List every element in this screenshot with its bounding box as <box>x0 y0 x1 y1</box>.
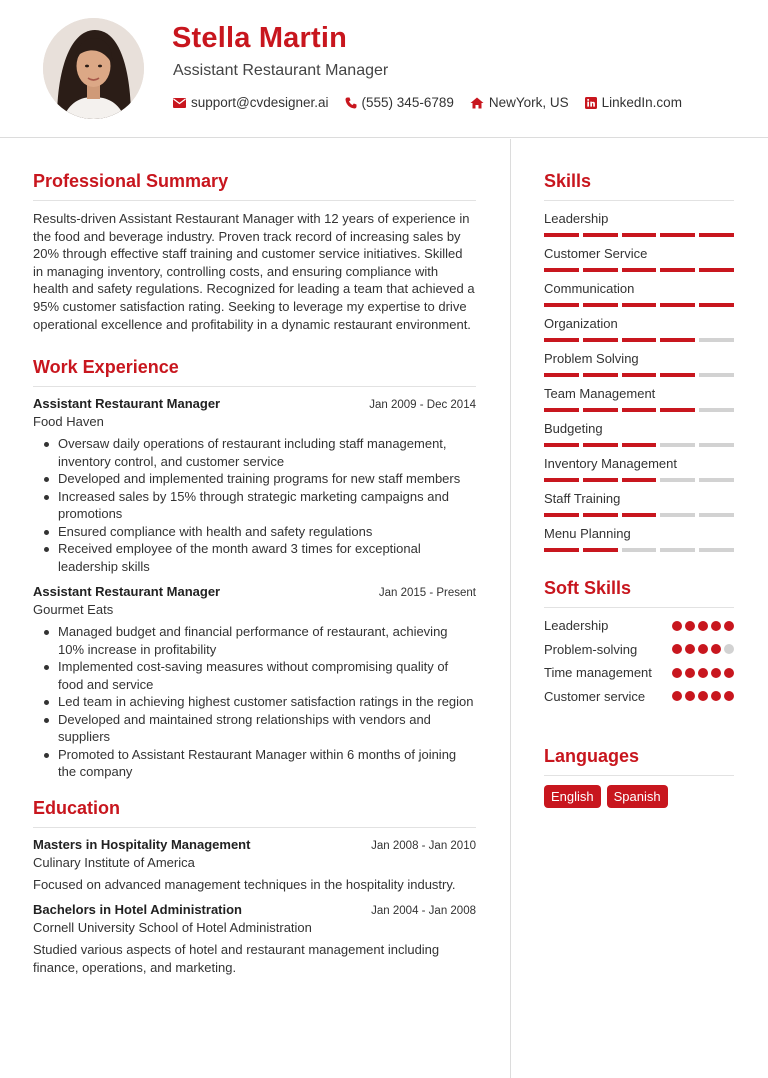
candidate-name: Stella Martin <box>172 22 348 54</box>
job-title: Assistant Restaurant Manager <box>173 62 389 79</box>
skill-level-segment <box>544 338 579 342</box>
skill-level-segment <box>583 478 618 482</box>
skill-level-segment <box>622 443 657 447</box>
rating-dot <box>711 668 721 678</box>
skill-level-segment <box>660 303 695 307</box>
rating-dot <box>711 644 721 654</box>
education-header <box>33 837 476 852</box>
skill-item <box>544 490 734 517</box>
school-name: Culinary Institute of America <box>33 854 195 870</box>
list-item: Oversaw daily operations of restaurant including staff management, inventory control, and customer service <box>42 435 476 470</box>
language-badge: English <box>544 785 601 808</box>
soft-skill-rating <box>672 644 734 654</box>
skill-item <box>544 420 734 447</box>
skill-level-segment <box>583 443 618 447</box>
profile-photo <box>43 18 144 119</box>
skill-name: Budgeting <box>544 421 603 436</box>
skill-level-segment <box>583 548 618 552</box>
skill-level-segment <box>622 303 657 307</box>
skill-level-segment <box>622 338 657 342</box>
rating-dot <box>724 668 734 678</box>
skill-level-segment <box>660 373 695 377</box>
phone-icon <box>345 97 357 109</box>
rating-dot <box>672 621 682 631</box>
soft-skill-name: Leadership <box>544 618 609 633</box>
contact-linkedin[interactable] <box>585 95 682 110</box>
summary-heading: Professional Summary <box>33 171 476 201</box>
email-text: support@cvdesigner.ai <box>191 95 329 110</box>
skill-level-segment <box>583 268 618 272</box>
skill-level-segment <box>622 373 657 377</box>
education-heading: Education <box>33 798 476 828</box>
job-bullets <box>33 623 476 781</box>
summary-section <box>33 171 476 333</box>
skill-level-segment <box>660 233 695 237</box>
experience-section <box>33 357 476 781</box>
skill-level-segment <box>660 478 695 482</box>
list-item: Received employee of the month award 3 times for exceptional leadership skills <box>42 540 476 575</box>
skill-level-bar <box>544 478 734 482</box>
skill-level-segment <box>544 303 579 307</box>
skill-level-segment <box>583 303 618 307</box>
skill-level-bar <box>544 443 734 447</box>
summary-text: Results-driven Assistant Restaurant Manager with 12 years of experience in the food and beverage industry. Proven track record of increasing sales by 20% through effective staff training and customer service initiatives. Skilled in managing inventory, controlling costs, and ensuring compliance with health and safety regulations. Recognized for leading a team that achieved a 95% customer satisfaction rating. Seeking to leverage my expertise to drive operational excellence and profitability in a dynamic restaurant environment. <box>33 211 475 332</box>
skill-level-segment <box>660 548 695 552</box>
soft-skills-section <box>544 578 734 705</box>
contact-list <box>173 95 698 110</box>
skill-level-segment <box>622 233 657 237</box>
linkedin-text: LinkedIn.com <box>601 95 682 110</box>
skill-level-segment <box>583 373 618 377</box>
skill-level-segment <box>544 268 579 272</box>
rating-dot <box>724 644 734 654</box>
skill-name: Problem Solving <box>544 351 639 366</box>
skill-level-segment <box>583 513 618 517</box>
home-icon <box>470 97 484 109</box>
rating-dot <box>698 691 708 701</box>
skill-level-segment <box>544 443 579 447</box>
language-badge: Spanish <box>607 785 668 808</box>
skill-name: Organization <box>544 316 618 331</box>
skill-item <box>544 315 734 342</box>
skill-name: Leadership <box>544 211 609 226</box>
soft-skill-name: Customer service <box>544 688 646 704</box>
skill-name: Customer Service <box>544 246 648 261</box>
skill-level-segment <box>544 233 579 237</box>
list-item: Increased sales by 15% through strategic marketing campaigns and promotions <box>42 488 476 523</box>
skill-level-segment <box>660 513 695 517</box>
rating-dot <box>685 644 695 654</box>
list-item: Ensured compliance with health and safety regulations <box>42 523 476 541</box>
skill-level-segment <box>544 478 579 482</box>
skill-level-segment <box>622 548 657 552</box>
rating-dot <box>724 621 734 631</box>
contact-email[interactable] <box>173 95 329 110</box>
soft-skill-item <box>544 688 734 706</box>
skill-level-bar <box>544 513 734 517</box>
soft-skill-name: Time management <box>544 665 652 680</box>
rating-dot <box>711 621 721 631</box>
skill-name: Communication <box>544 281 635 296</box>
skill-level-bar <box>544 268 734 272</box>
rating-dot <box>672 668 682 678</box>
list-item: Managed budget and financial performance of restaurant, achieving 10% increase in profitability <box>42 623 476 658</box>
rating-dot <box>698 644 708 654</box>
skills-section <box>544 171 734 552</box>
list-item: Developed and maintained strong relationships with vendors and suppliers <box>42 711 476 746</box>
skill-level-segment <box>699 443 734 447</box>
skill-level-segment <box>544 373 579 377</box>
skill-level-segment <box>699 373 734 377</box>
education-section <box>33 798 476 977</box>
soft-skill-name: Problem-solving <box>544 641 638 657</box>
rating-dot <box>672 644 682 654</box>
rating-dot <box>685 691 695 701</box>
rating-dot <box>685 621 695 631</box>
soft-skill-item <box>544 641 734 659</box>
skill-level-segment <box>699 268 734 272</box>
rating-dot <box>724 691 734 701</box>
skill-level-segment <box>699 478 734 482</box>
rating-dot <box>685 668 695 678</box>
skill-level-segment <box>583 408 618 412</box>
linkedin-icon <box>585 97 597 109</box>
job-bullets <box>33 435 476 575</box>
skill-level-bar <box>544 338 734 342</box>
job-role: Assistant Restaurant Manager <box>33 584 221 600</box>
rating-dot <box>672 691 682 701</box>
education-description: Studied various aspects of hotel and restaurant management including finance, operations, and marketing. <box>33 942 440 975</box>
soft-skill-item <box>544 617 734 635</box>
skill-level-segment <box>544 548 579 552</box>
sidebar-column <box>544 171 734 808</box>
skill-level-segment <box>660 268 695 272</box>
skill-item <box>544 280 734 307</box>
skill-level-bar <box>544 233 734 237</box>
education-dates: Jan 2008 - Jan 2010 <box>371 839 476 852</box>
skill-level-segment <box>544 408 579 412</box>
skill-level-segment <box>622 408 657 412</box>
contact-phone[interactable] <box>345 95 454 110</box>
job-company: Food Haven <box>33 414 104 430</box>
job-header <box>33 396 476 411</box>
job-company: Gourmet Eats <box>33 602 114 618</box>
skill-level-segment <box>699 548 734 552</box>
skill-level-segment <box>583 233 618 237</box>
rating-dot <box>711 691 721 701</box>
skill-name: Staff Training <box>544 491 621 506</box>
soft-skill-rating <box>672 691 734 701</box>
skill-level-segment <box>622 268 657 272</box>
job-role: Assistant Restaurant Manager <box>33 396 221 412</box>
skill-item <box>544 350 734 377</box>
skill-item <box>544 455 734 482</box>
job-entry <box>33 396 476 575</box>
location-text: NewYork, US <box>488 95 569 110</box>
skill-level-segment <box>699 233 734 237</box>
skill-level-segment <box>699 338 734 342</box>
phone-text: (555) 345-6789 <box>361 95 454 110</box>
education-description: Focused on advanced management techniques in the hospitality industry. <box>33 876 456 892</box>
skill-item <box>544 245 734 272</box>
skill-level-segment <box>699 408 734 412</box>
job-header <box>33 584 476 599</box>
main-column <box>33 171 476 985</box>
education-entry <box>33 837 476 894</box>
envelope-icon <box>173 98 186 108</box>
job-entry <box>33 584 476 781</box>
list-item: Promoted to Assistant Restaurant Manager within 6 months of joining the company <box>42 746 476 781</box>
skill-item <box>544 210 734 237</box>
skill-level-segment <box>583 338 618 342</box>
skill-item <box>544 385 734 412</box>
skill-level-segment <box>660 408 695 412</box>
skill-item <box>544 525 734 552</box>
skill-level-segment <box>699 513 734 517</box>
education-dates: Jan 2004 - Jan 2008 <box>371 905 476 918</box>
skill-level-segment <box>699 303 734 307</box>
skill-level-bar <box>544 303 734 307</box>
job-dates: Jan 2015 - Present <box>378 587 476 600</box>
list-item: Led team in achieving highest customer satisfaction ratings in the region <box>42 693 476 711</box>
list-item: Implemented cost-saving measures without compromising quality of food and service <box>42 658 476 693</box>
skill-name: Inventory Management <box>544 456 677 471</box>
skill-level-bar <box>544 548 734 552</box>
list-item: Developed and implemented training programs for new staff members <box>42 470 476 488</box>
skill-level-segment <box>622 478 657 482</box>
skill-name: Team Management <box>544 386 656 401</box>
contact-location <box>470 95 569 110</box>
skill-level-bar <box>544 408 734 412</box>
soft-skill-item <box>544 664 734 682</box>
education-header <box>33 902 476 917</box>
rating-dot <box>698 621 708 631</box>
language-list <box>544 785 734 808</box>
job-dates: Jan 2009 - Dec 2014 <box>369 399 476 412</box>
skill-level-bar <box>544 373 734 377</box>
skills-heading: Skills <box>544 171 734 201</box>
skill-level-segment <box>660 338 695 342</box>
degree-title: Masters in Hospitality Management <box>33 836 251 852</box>
resume-header <box>0 0 768 138</box>
soft-skill-rating <box>672 668 734 678</box>
experience-heading: Work Experience <box>33 357 476 387</box>
rating-dot <box>698 668 708 678</box>
skill-level-segment <box>544 513 579 517</box>
education-entry <box>33 902 476 976</box>
skill-level-segment <box>622 513 657 517</box>
school-name: Cornell University School of Hotel Administration <box>33 920 312 936</box>
languages-section <box>544 746 734 808</box>
languages-heading: Languages <box>544 746 734 776</box>
soft-skill-rating <box>672 621 734 631</box>
skill-name: Menu Planning <box>544 526 631 541</box>
column-divider <box>510 139 511 1078</box>
skill-level-segment <box>660 443 695 447</box>
soft-skills-heading: Soft Skills <box>544 578 734 608</box>
degree-title: Bachelors in Hotel Administration <box>33 902 242 918</box>
